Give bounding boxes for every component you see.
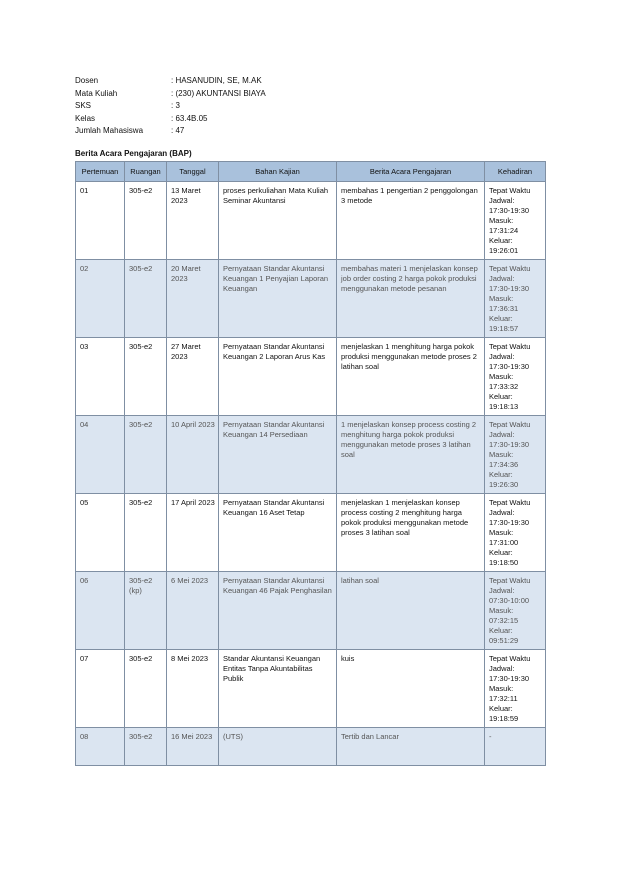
kehadiran-line: 07:32:15	[489, 616, 519, 625]
kehadiran-line: 19:18:50	[489, 558, 519, 567]
kehadiran-line: Masuk:	[489, 450, 514, 459]
cell-pertemuan: 06	[76, 572, 125, 650]
kehadiran-line: 17:30-19:30	[489, 284, 530, 293]
table-row	[76, 416, 546, 494]
cell-tanggal: 20 Maret 2023	[167, 260, 219, 338]
kehadiran-line: Tepat Waktu	[489, 186, 531, 195]
kehadiran-line: Keluar:	[489, 704, 513, 713]
table-row	[76, 338, 546, 416]
kehadiran-line: 09:51:29	[489, 636, 519, 645]
cell-berita-acara: membahas 1 pengertian 2 penggolongan 3 metode	[337, 182, 485, 260]
kehadiran-line: 19:18:57	[489, 324, 519, 333]
cell-kehadiran	[485, 494, 546, 572]
kehadiran-line: 19:26:01	[489, 246, 519, 255]
cell-ruangan: 305-e2	[125, 338, 167, 416]
bap-table	[75, 161, 546, 766]
cell-bahan-kajian: Pernyataan Standar Akuntansi Keuangan 2 Laporan Arus Kas	[219, 338, 337, 416]
cell-bahan-kajian: Pernyataan Standar Akuntansi Keuangan 16 Aset Tetap	[219, 494, 337, 572]
header-bahan-kajian: Bahan Kajian	[219, 162, 337, 182]
kehadiran-line: Tepat Waktu	[489, 498, 531, 507]
kehadiran-line: Tepat Waktu	[489, 264, 531, 273]
kehadiran-line: Masuk:	[489, 606, 514, 615]
kehadiran-line: 17:34:36	[489, 460, 519, 469]
kehadiran-line: Tepat Waktu	[489, 576, 531, 585]
cell-tanggal: 16 Mei 2023	[167, 728, 219, 766]
cell-ruangan: 305-e2	[125, 650, 167, 728]
cell-kehadiran	[485, 572, 546, 650]
cell-tanggal: 10 April 2023	[167, 416, 219, 494]
cell-tanggal: 27 Maret 2023	[167, 338, 219, 416]
header-berita-acara: Berita Acara Pengajaran	[337, 162, 485, 182]
kehadiran-line: Jadwal:	[489, 586, 515, 595]
cell-bahan-kajian: Standar Akuntansi Keuangan Entitas Tanpa Akuntabilitas Publik	[219, 650, 337, 728]
table-row	[76, 182, 546, 260]
header-kehadiran: Kehadiran	[485, 162, 546, 182]
info-value: : 63.4B.05	[171, 113, 208, 123]
cell-ruangan: 305-e2	[125, 728, 167, 766]
info-value: : 47	[171, 126, 185, 135]
cell-pertemuan: 01	[76, 182, 125, 260]
kehadiran-line: Masuk:	[489, 684, 514, 693]
kehadiran-line: Jadwal:	[489, 352, 515, 361]
cell-tanggal: 8 Mei 2023	[167, 650, 219, 728]
cell-kehadiran	[485, 728, 546, 766]
cell-bahan-kajian: Pernyataan Standar Akuntansi Keuangan 46 Pajak Penghasilan	[219, 572, 337, 650]
info-row-sks	[75, 100, 375, 113]
kehadiran-line: Tepat Waktu	[489, 342, 531, 351]
info-label: SKS	[75, 101, 92, 110]
kehadiran-line: Keluar:	[489, 314, 513, 323]
header-ruangan: Ruangan	[125, 162, 167, 182]
cell-berita-acara: menjelaskan 1 menjelaskan konsep process costing 2 menghitung harga pokok produksi menggunakan metode proses 3 latihan soal	[337, 494, 485, 572]
kehadiran-line: 17:32:11	[489, 694, 518, 703]
kehadiran-line: 17:30-19:30	[489, 518, 530, 527]
header-pertemuan: Pertemuan	[76, 162, 125, 182]
cell-berita-acara: menjelaskan 1 menghitung harga pokok produksi menggunakan metode proses 2 latihan soal	[337, 338, 485, 416]
info-label: Mata Kuliah	[75, 88, 118, 98]
kehadiran-line: Jadwal:	[489, 508, 515, 517]
table-row	[76, 494, 546, 572]
kehadiran-line: 17:30-19:30	[489, 674, 530, 683]
table-header	[76, 162, 546, 182]
kehadiran-line: Keluar:	[489, 626, 513, 635]
table-row	[76, 728, 546, 766]
kehadiran-line: 07:30-10:00	[489, 596, 530, 605]
cell-ruangan: 305-e2	[125, 416, 167, 494]
kehadiran-line: Jadwal:	[489, 664, 515, 673]
info-label: Dosen	[75, 76, 99, 85]
header-row	[76, 162, 546, 182]
cell-pertemuan: 03	[76, 338, 125, 416]
cell-berita-acara: latihan soal	[337, 572, 485, 650]
cell-berita-acara: membahas materi 1 menjelaskan konsep job order costing 2 harga pokok produksi menggunakan metode pesanan	[337, 260, 485, 338]
kehadiran-line: Masuk:	[489, 294, 514, 303]
table-row	[76, 650, 546, 728]
cell-tanggal: 13 Maret 2023	[167, 182, 219, 260]
kehadiran-line: 17:30-19:30	[489, 206, 530, 215]
course-info	[75, 75, 375, 138]
cell-bahan-kajian: (UTS)	[219, 728, 337, 766]
kehadiran-line: Tepat Waktu	[489, 420, 531, 429]
cell-ruangan: 305-e2 (kp)	[125, 572, 167, 650]
kehadiran-line: Jadwal:	[489, 274, 515, 283]
kehadiran-line: Masuk:	[489, 216, 514, 225]
cell-kehadiran	[485, 650, 546, 728]
kehadiran-line: 17:31:00	[489, 538, 519, 547]
cell-kehadiran	[485, 260, 546, 338]
kehadiran-line: 19:18:59	[489, 714, 519, 723]
kehadiran-line: Tepat Waktu	[489, 654, 531, 663]
table-row	[76, 572, 546, 650]
cell-ruangan: 305-e2	[125, 260, 167, 338]
kehadiran-line: Jadwal:	[489, 196, 515, 205]
cell-pertemuan: 07	[76, 650, 125, 728]
info-value: : HASANUDIN, SE, M.AK	[171, 76, 262, 85]
cell-bahan-kajian: Pernyataan Standar Akuntansi Keuangan 14 Persediaan	[219, 416, 337, 494]
kehadiran-line: Keluar:	[489, 236, 513, 245]
cell-kehadiran	[485, 416, 546, 494]
kehadiran-line: Masuk:	[489, 372, 514, 381]
kehadiran-line: 17:33:32	[489, 382, 519, 391]
cell-berita-acara: Tertib dan Lancar	[337, 728, 485, 766]
table-row	[76, 260, 546, 338]
info-value: : 3	[171, 101, 180, 110]
cell-kehadiran	[485, 182, 546, 260]
info-label: Kelas	[75, 113, 96, 123]
cell-tanggal: 17 April 2023	[167, 494, 219, 572]
kehadiran-line: 17:31:24	[489, 226, 519, 235]
cell-pertemuan: 08	[76, 728, 125, 766]
kehadiran-line: Masuk:	[489, 528, 514, 537]
cell-pertemuan: 05	[76, 494, 125, 572]
cell-pertemuan: 02	[76, 260, 125, 338]
info-value: : (230) AKUNTANSI BIAYA	[171, 88, 266, 98]
cell-berita-acara: 1 menjelaskan konsep process costing 2 menghitung harga pokok produksi menggunakan metode proses 3 latihan soal	[337, 416, 485, 494]
kehadiran-line: 17:30-19:30	[489, 440, 530, 449]
kehadiran-line: Keluar:	[489, 392, 513, 401]
info-row-mata-kuliah	[75, 88, 375, 101]
section-title: Berita Acara Pengajaran (BAP)	[75, 149, 192, 158]
kehadiran-line: 17:36:31	[489, 304, 519, 313]
cell-bahan-kajian: Pernyataan Standar Akuntansi Keuangan 1 Penyajian Laporan Keuangan	[219, 260, 337, 338]
cell-bahan-kajian: proses perkuliahan Mata Kuliah Seminar Akuntansi	[219, 182, 337, 260]
kehadiran-line: 19:18:13	[489, 402, 519, 411]
table-body	[76, 182, 546, 766]
kehadiran-line: Jadwal:	[489, 430, 515, 439]
cell-tanggal: 6 Mei 2023	[167, 572, 219, 650]
kehadiran-line: Keluar:	[489, 470, 513, 479]
info-label: Jumlah Mahasiswa	[75, 126, 144, 135]
info-row-kelas	[75, 113, 375, 126]
kehadiran-line: 17:30-19:30	[489, 362, 530, 371]
kehadiran-line: -	[489, 732, 492, 741]
info-row-jumlah-mahasiswa	[75, 125, 375, 138]
cell-berita-acara: kuis	[337, 650, 485, 728]
cell-ruangan: 305-e2	[125, 494, 167, 572]
header-tanggal: Tanggal	[167, 162, 219, 182]
cell-ruangan: 305-e2	[125, 182, 167, 260]
cell-pertemuan: 04	[76, 416, 125, 494]
cell-kehadiran	[485, 338, 546, 416]
kehadiran-line: Keluar:	[489, 548, 513, 557]
kehadiran-line: 19:26:30	[489, 480, 519, 489]
info-row-dosen	[75, 75, 375, 88]
